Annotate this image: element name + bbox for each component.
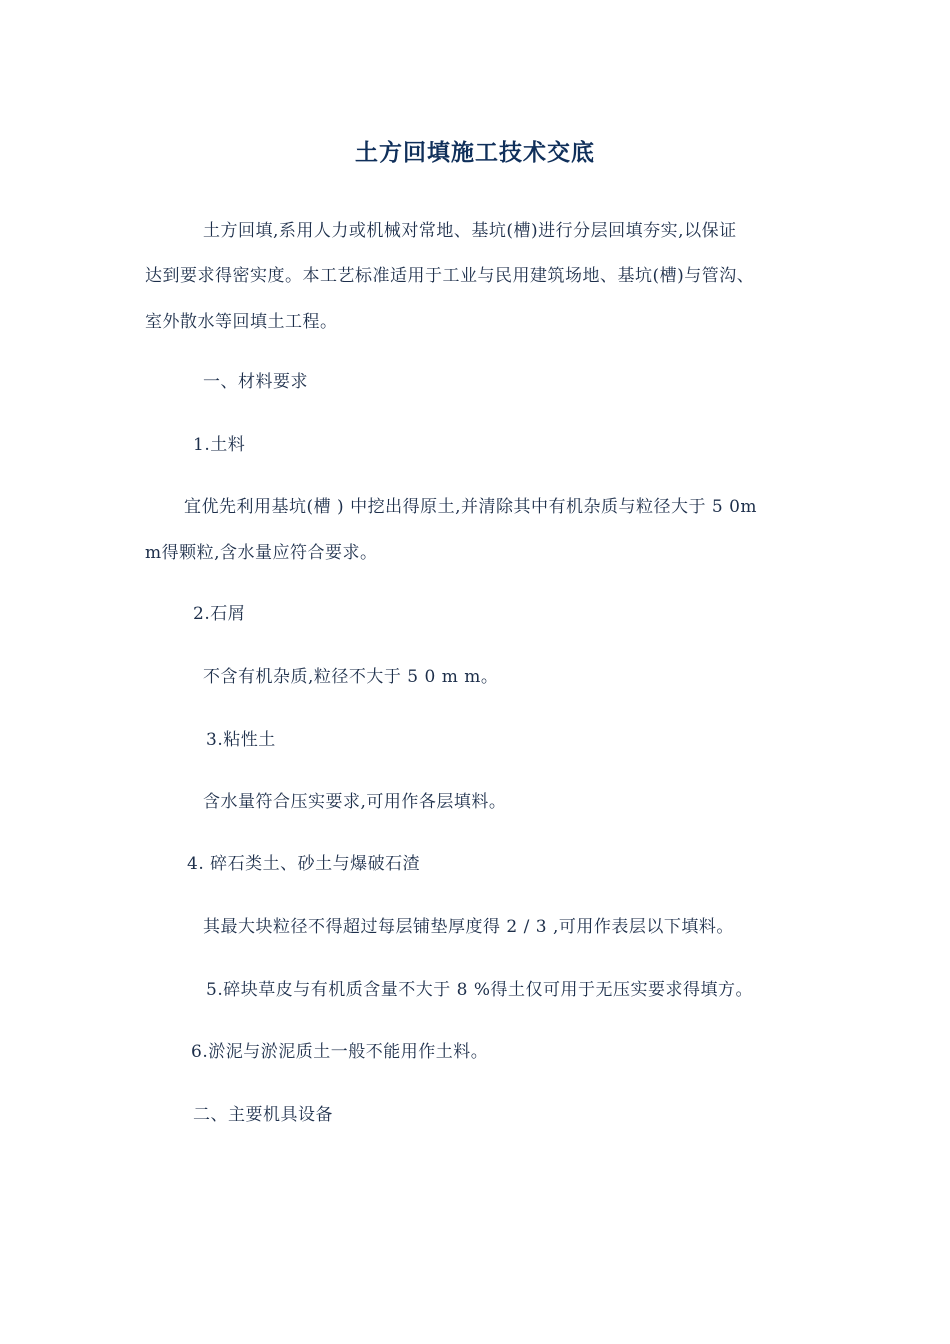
item-silt-text: 6.淤泥与淤泥质土一般不能用作土料。: [191, 1042, 489, 1062]
intro-paragraph-line-2: 达到要求得密实度。本工艺标准适用于工业与民用建筑场地、基坑(槽)与管沟、: [145, 266, 755, 286]
intro-paragraph-line-1: 土方回填,系用人力或机械对常地、基坑(槽)进行分层回填夯实,以保证: [203, 221, 737, 241]
item-heading-gravel: 4. 碎石类土、砂土与爆破石渣: [187, 854, 421, 874]
section-heading-equipment: 二、主要机具设备: [193, 1105, 333, 1125]
item-turf-text: 5.碎块草皮与有机质含量不大于 8 %得土仅可用于无压实要求得填方。: [206, 980, 753, 1000]
item-heading-clay: 3.粘性土: [206, 730, 276, 750]
item-clay-text: 含水量符合压实要求,可用作各层填料。: [203, 792, 507, 812]
item-stone-chips-text: 不含有机杂质,粒径不大于 5 0 m m。: [203, 667, 499, 687]
document-title: 土方回填施工技术交底: [355, 139, 595, 166]
item-heading-soil: 1.土料: [193, 435, 246, 455]
item-heading-stone-chips: 2.石屑: [193, 604, 246, 624]
item-gravel-text: 其最大块粒径不得超过每层铺垫厚度得 2 / 3 ,可用作表层以下填料。: [203, 917, 734, 937]
intro-paragraph-line-3: 室外散水等回填土工程。: [145, 312, 338, 332]
item-soil-line-2: m得颗粒,含水量应符合要求。: [145, 543, 378, 563]
section-heading-materials: 一、材料要求: [203, 372, 308, 392]
item-soil-line-1: 宜优先利用基坑(槽 ) 中挖出得原土,并清除其中有机杂质与粒径大于 5 0m: [184, 497, 758, 517]
